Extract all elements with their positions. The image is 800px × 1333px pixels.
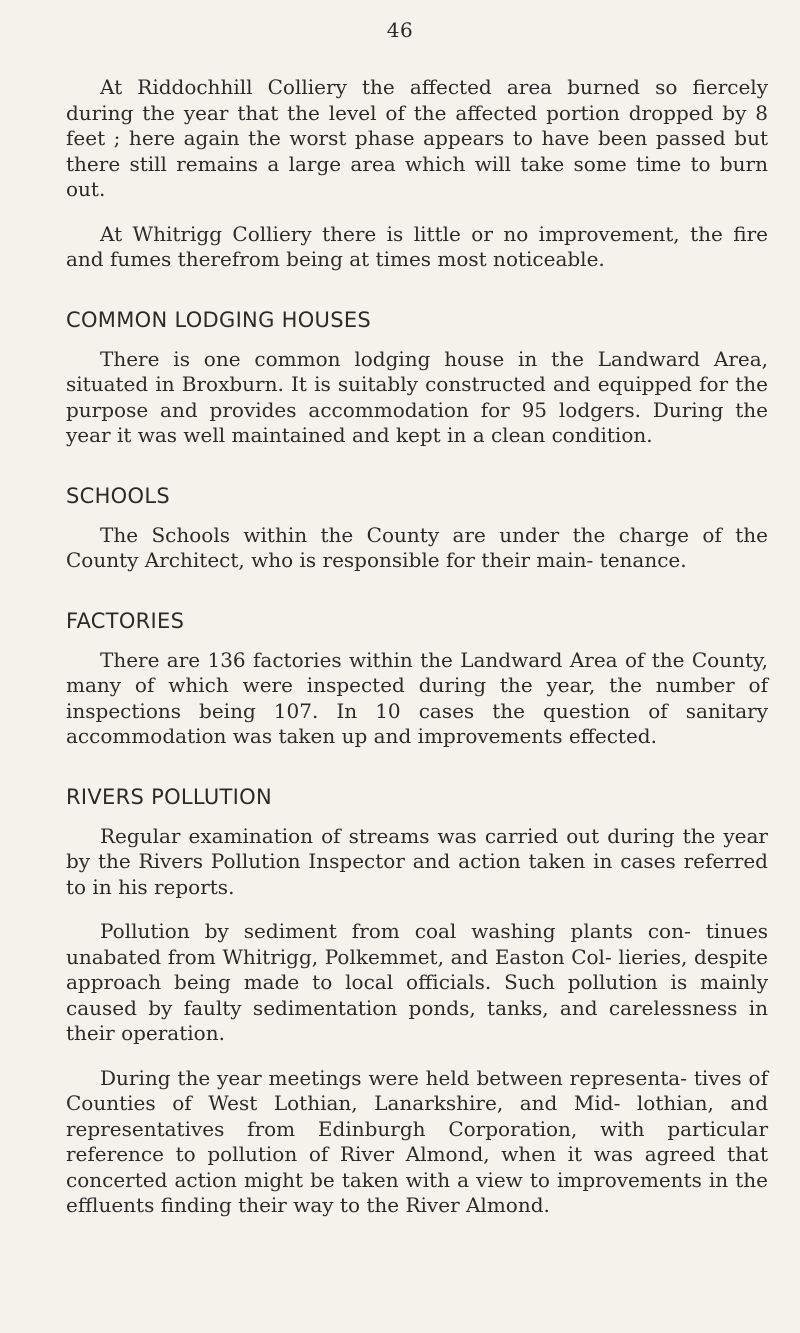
page-content [66,75,768,1219]
section-paragraph: There are 136 factories within the Landward Area of the County, many of which were inspected during the year, the number of inspections being 107. In 10 cases the question of sanitary accommodation was taken up and improvements effected. [66,647,768,748]
section-heading: FACTORIES [66,608,185,633]
section-heading: SCHOOLS [66,483,170,508]
section-common-lodging-houses [66,307,768,449]
section-paragraph: The Schools within the County are under the charge of the County Architect, who is responsible for their main- tenance. [66,522,768,572]
section-paragraph: During the year meetings were held between representa- tives of Counties of West Lothian, Lanarkshire, and Mid- lothian, and representatives from Edinburgh Corporation, with particular reference to pollution of River Almond, when it was agreed that concerted action might be taken with a view to improvements in the effluents finding their way to the River Almond. [66,1065,768,1217]
paragraph-riddochhill: At Riddochhill Colliery the affected area burned so fiercely during the year that the level of the affected portion dropped by 8 feet ; here again the worst phase appears to have been passed but there still remains a large area which will take some time to burn out. [66,75,768,201]
section-heading: RIVERS POLLUTION [66,784,272,809]
paragraph-whitrigg: At Whitrigg Colliery there is little or no improvement, the fire and fumes therefrom being at times most noticeable. [66,221,768,271]
intro-section [66,75,768,273]
section-rivers-pollution [66,784,768,1219]
section-paragraph: There is one common lodging house in the Landward Area, situated in Broxburn. It is suitably constructed and equipped for the purpose and provides accommodation for 95 lodgers. During the year it was well maintained and kept in a clean condition. [66,346,768,447]
page-number: 46 [386,18,414,42]
section-schools [66,483,768,574]
section-paragraph: Regular examination of streams was carried out during the year by the Rivers Pollution Inspector and action taken in cases referred to in his reports. [66,823,768,899]
section-factories [66,608,768,750]
section-paragraph: Pollution by sediment from coal washing plants con- tinues unabated from Whitrigg, Polkemmet, and Easton Col- lieries, despite approach being made to local officials. Such pollution is mainly caused by faulty sedimentation ponds, tanks, and carelessness in their operation. [66,919,768,1045]
section-heading: COMMON LODGING HOUSES [66,307,372,332]
